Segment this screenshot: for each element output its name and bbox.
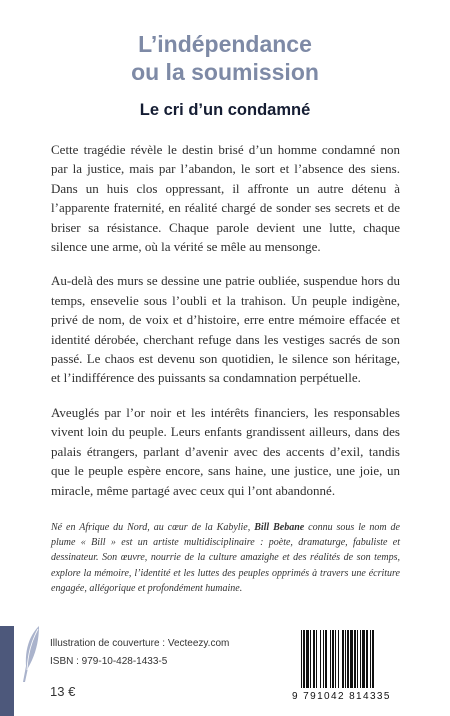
book-title-line-2: ou la soumission: [131, 59, 319, 85]
bio-intro: Né en Afrique du Nord, au cœur de la Kabylie,: [51, 522, 255, 533]
price: 13 €: [50, 684, 76, 699]
summary-text: [51, 140, 400, 515]
cover-credit: Illustration de couverture : Vecteezy.com: [50, 638, 230, 649]
credits-block: [50, 635, 229, 671]
bio-rest: connu sous le nom de plume « Bill » est un artiste multidisciplinaire : poète, dramaturge, fabuliste et dessinateur. Son œuvre, nourrie de la culture amazighe et des réalités de son temps, explore la mémoire, l’identité et les luttes des peuples opprimés à travers une écriture engagée, allégorique et profondément humaine.: [51, 522, 400, 594]
book-title-line-1: L’indépendance: [138, 31, 312, 57]
barcode-bars: [291, 628, 425, 692]
isbn-line: ISBN : 979-10-428-1433-5: [50, 656, 168, 667]
book-title: [0, 30, 450, 86]
quill-feather-icon: [20, 624, 42, 684]
spine-stripe: [0, 626, 14, 716]
summary-paragraph-1: Cette tragédie révèle le destin brisé d’un homme condamné non par la justice, mais par l’abandon, le sort et l’absence des siens. Dans un huis clos oppressant, il affronte un autre détenu à l’apparente fraternité, en réalité chargé de sonder ses secrets et de briser sa résistance. Chaque parole devient une lutte, chaque silence une arme, où la vérité se mêle au mensonge.: [51, 142, 400, 255]
author-name: Bill Bebane: [254, 522, 305, 533]
summary-paragraph-2: Au-delà des murs se dessine une patrie oubliée, suspendue hors du temps, ensevelie sous l’oubli et la trahison. Un peuple indigène, privé de nom, de voix et d’histoire, erre entre mémoire effacée et identité dérobée, cherchant refuge dans les vestiges sacrés de son passé. Le chaos est devenu son quotidien, le silence son héritage, et l’indifférence des puissants sa condamnation perpétuelle.: [51, 273, 400, 386]
barcode-digits: 9 791042 814335: [292, 691, 391, 702]
author-bio: [51, 520, 400, 596]
book-subtitle: Le cri d’un condamné: [139, 101, 311, 119]
summary-paragraph-3: Aveuglés par l’or noir et les intérêts financiers, les responsables vivent loin du peuple. Leurs enfants grandissent ailleurs, dans des palais étrangers, parlant d’avenir avec des accents d’exil, tandis que le peuple espère encore, sans haine, une justice, une joie, un miracle, même partagé avec ceux qui l’ont abandonné.: [51, 404, 400, 498]
